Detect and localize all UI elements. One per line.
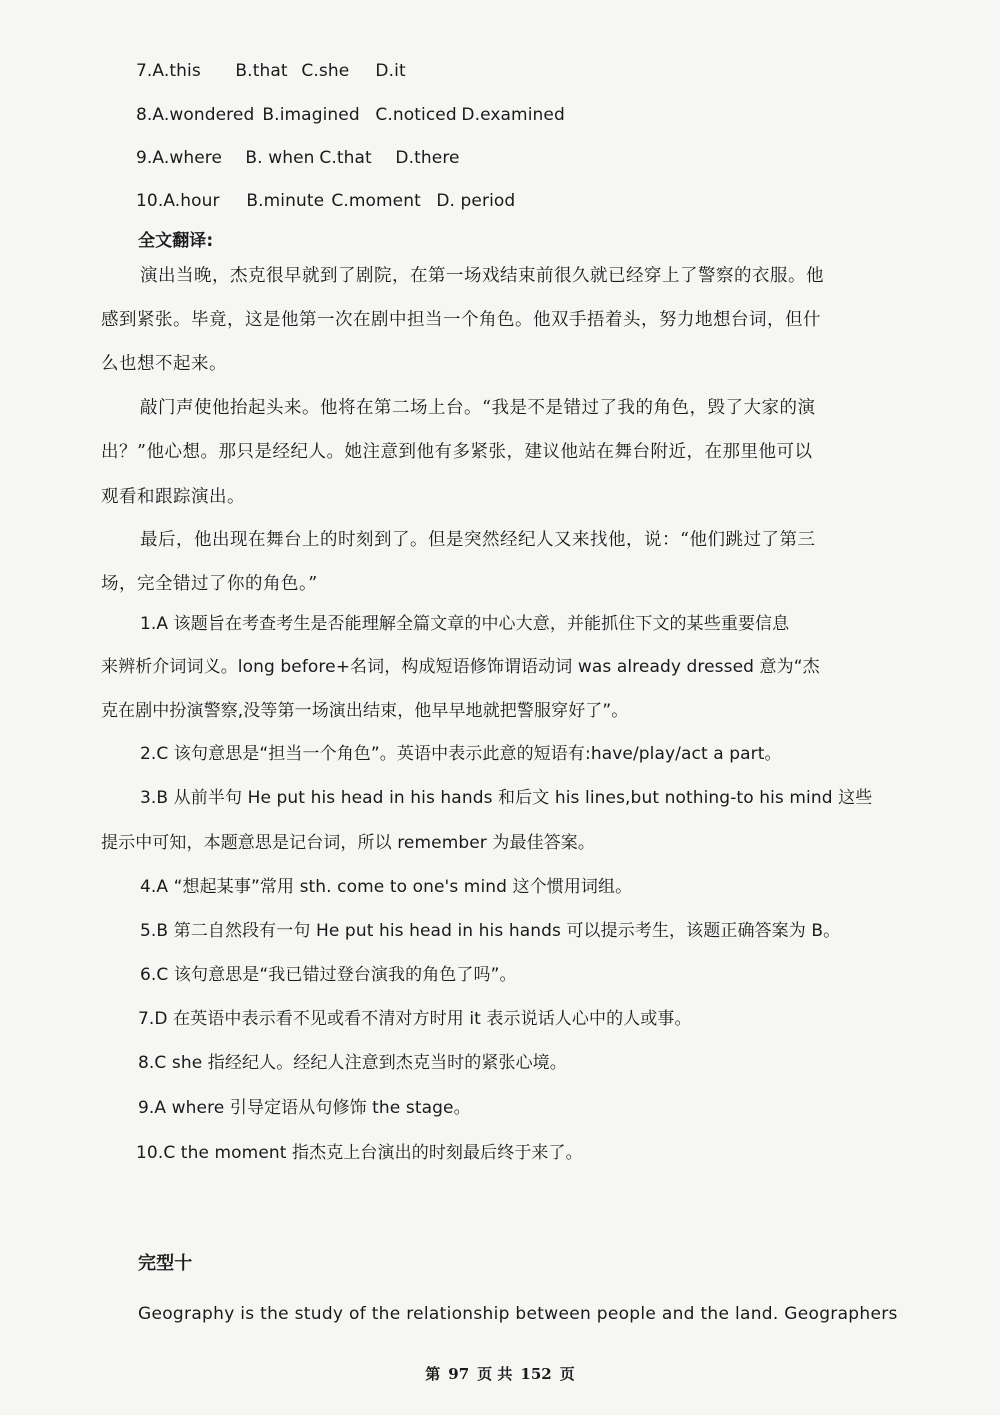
- explanation-7: 7.D 在英语中表示看不见或看不清对方时用 it 表示说话人心中的人或事。: [138, 1009, 692, 1029]
- current-page-number: 97: [448, 1365, 470, 1383]
- translation-heading: 全文翻译:: [138, 231, 214, 251]
- translation-line: 出？”他心想。那只是经纪人。她注意到他有多紧张，建议他站在舞台附近，在那里他可以: [101, 442, 813, 462]
- explanation-4: 4.A “想起某事”常用 sth. come to one's mind 这个惯用词组。: [140, 877, 633, 897]
- question-number: 9.: [136, 148, 153, 168]
- option-row-10: [136, 189, 515, 213]
- translation-line: 场，完全错过了你的角色。”: [101, 574, 318, 594]
- option-row-9: [136, 146, 460, 170]
- explanation-3: 3.B 从前半句 He put his head in his hands 和后文 his lines,but nothing-to his mind 这些: [140, 788, 873, 808]
- page-footer: [0, 1363, 1000, 1384]
- translation-line: 感到紧张。毕竟，这是他第一次在剧中担当一个角色。他双手捂着头，努力地想台词，但什: [101, 310, 821, 330]
- option-d: D.there: [395, 148, 460, 168]
- option-a: A.wondered: [152, 105, 255, 125]
- translation-line: 最后，他出现在舞台上的时刻到了。但是突然经纪人又来找他，说：“他们跳过了第三: [140, 530, 816, 550]
- option-a: A.this: [152, 61, 201, 81]
- explanation-1: 来辨析介词词义。long before+名词，构成短语修饰谓语动词 was already dressed 意为“杰: [101, 657, 820, 677]
- option-c: C.that: [319, 148, 372, 168]
- question-number: 10.: [136, 191, 164, 211]
- question-number: 8.: [136, 105, 153, 125]
- option-c: C.she: [301, 61, 350, 81]
- total-page-count: 152: [520, 1365, 552, 1383]
- explanation-1: 1.A 该题旨在考查考生是否能理解全篇文章的中心大意，并能抓住下文的某些重要信息: [140, 614, 790, 634]
- explanation-8: 8.C she 指经纪人。经纪人注意到杰克当时的紧张心境。: [138, 1053, 567, 1073]
- explanation-2: 2.C 该句意思是“担当一个角色”。英语中表示此意的短语有:have/play/act a part。: [140, 744, 782, 764]
- option-b: B.minute: [246, 191, 325, 211]
- section-title: 完型十: [138, 1253, 193, 1274]
- explanation-1: 克在剧中扮演警察,没等第一场演出结束，他早早地就把警服穿好了”。: [101, 701, 629, 721]
- footer-suffix: 页: [559, 1365, 575, 1383]
- option-b: B.that: [235, 61, 288, 81]
- option-b: B. when: [245, 148, 315, 168]
- option-d: D. period: [436, 191, 516, 211]
- translation-line: 演出当晚，杰克很早就到了剧院，在第一场戏结束前很久就已经穿上了警察的衣服。他: [140, 266, 824, 286]
- explanation-6: 6.C 该句意思是“我已错过登台演我的角色了吗”。: [140, 965, 517, 985]
- option-c: C.noticed: [375, 105, 457, 125]
- translation-line: 观看和跟踪演出。: [101, 487, 245, 507]
- translation-line: 么也想不起来。: [101, 354, 227, 374]
- question-number: 7.: [136, 61, 153, 81]
- explanation-3: 提示中可知，本题意思是记台词，所以 remember 为最佳答案。: [101, 833, 595, 853]
- explanation-9: 9.A where 引导定语从句修饰 the stage。: [138, 1098, 471, 1118]
- option-row-8: [136, 103, 565, 127]
- option-a: A.where: [152, 148, 223, 168]
- option-b: B.imagined: [262, 105, 360, 125]
- footer-prefix: 第: [425, 1365, 441, 1383]
- explanation-10: 10.C the moment 指杰克上台演出的时刻最后终于来了。: [136, 1143, 583, 1163]
- translation-line: 敲门声使他抬起头来。他将在第二场上台。“我是不是错过了我的角色，毁了大家的演: [140, 398, 816, 418]
- footer-middle: 页 共: [477, 1365, 513, 1383]
- option-d: D.examined: [461, 105, 565, 125]
- explanation-5: 5.B 第二自然段有一句 He put his head in his hands 可以提示考生，该题正确答案为 B。: [140, 921, 841, 941]
- option-c: C.moment: [331, 191, 421, 211]
- option-row-7: [136, 59, 406, 83]
- section-first-line: Geography is the study of the relationship between people and the land. Geographers: [138, 1304, 898, 1324]
- option-a: A.hour: [163, 191, 220, 211]
- option-d: D.it: [375, 61, 406, 81]
